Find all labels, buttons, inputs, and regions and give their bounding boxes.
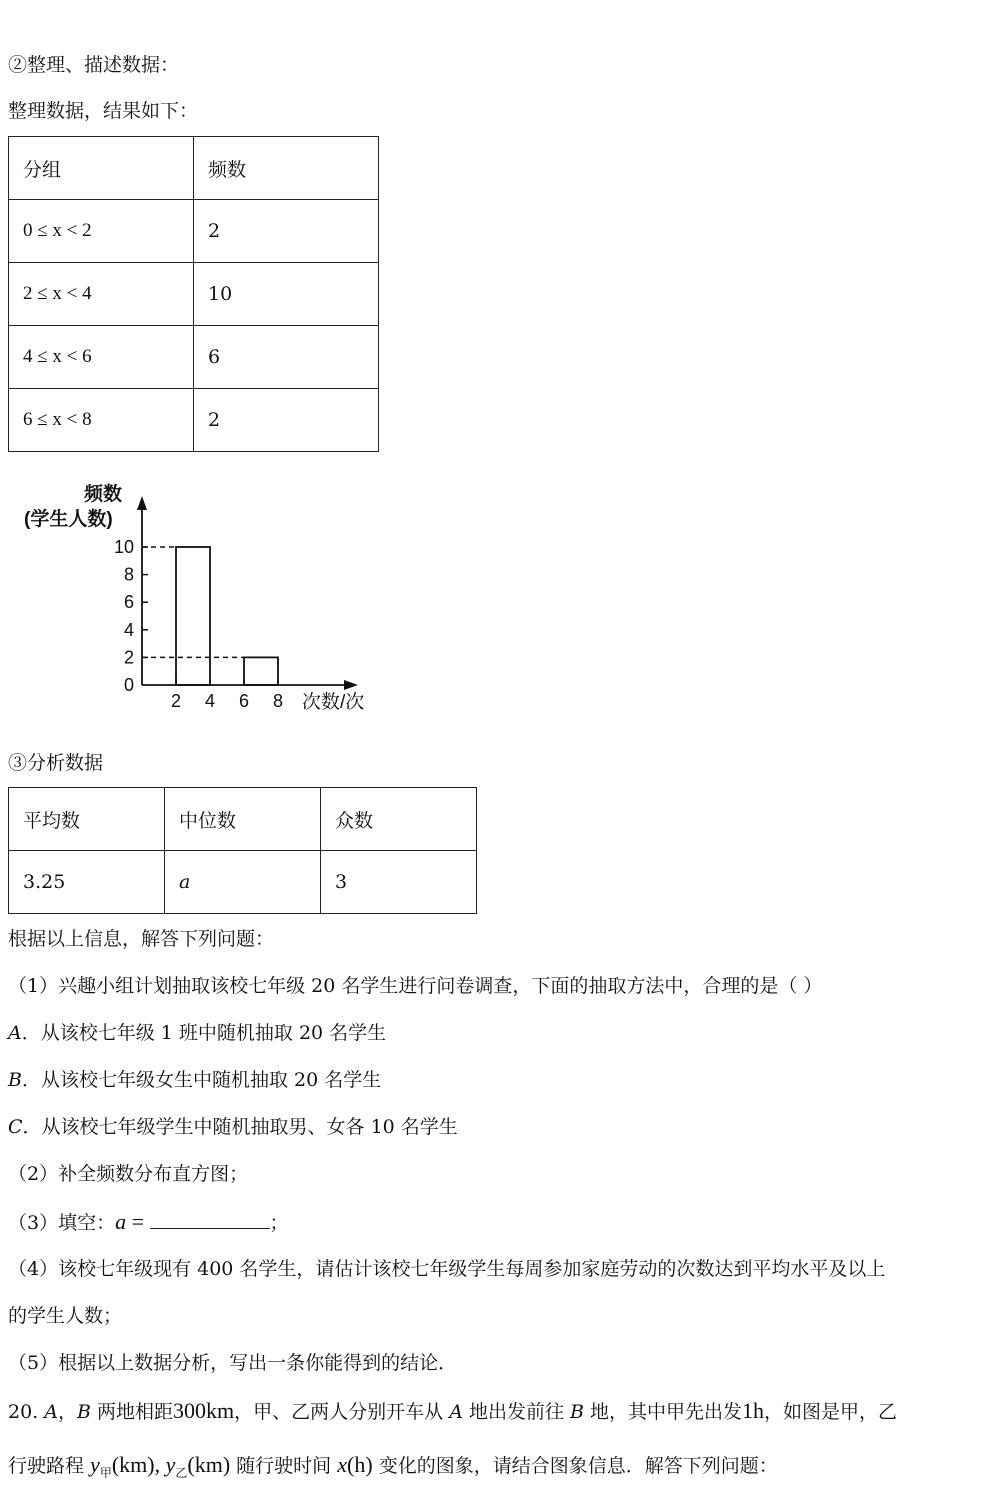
table-row [9, 326, 379, 389]
group-cell: 0 ≤ x < 2 [9, 200, 194, 263]
group-cell: 4 ≤ x < 6 [9, 326, 194, 389]
y-axis-label-line1: 频数 [84, 484, 123, 505]
question-1: （1）兴趣小组计划抽取该校七年级 20 名学生进行问卷调查，下面的抽取方法中，合理的是（ ） [8, 975, 823, 997]
unit-km: (km) [187, 1452, 231, 1477]
point-b: B [77, 1401, 91, 1423]
section2-intro: 整理数据，结果如下： [8, 100, 199, 122]
text-segment: 地，其中甲先出发 [584, 1401, 743, 1423]
subscript-yi: 乙 [175, 1465, 188, 1480]
answer-blank[interactable] [150, 1208, 270, 1229]
freq-cell: 6 [194, 326, 379, 389]
question-3 [8, 1208, 289, 1236]
separator: ， [58, 1401, 78, 1423]
table-row [9, 263, 379, 326]
time-value: 1h [742, 1398, 765, 1423]
problem-number: 20. [8, 1401, 45, 1423]
header-median: 中位数 [165, 788, 321, 851]
distance-value: 300km [173, 1398, 235, 1423]
y-tick-label: 0 [123, 675, 134, 695]
problem-20-line1 [8, 1398, 897, 1425]
table-row [9, 389, 379, 452]
histogram-bar [244, 657, 278, 685]
variable-x: x [337, 1452, 347, 1477]
group-cell: 6 ≤ x < 8 [9, 389, 194, 452]
text-segment: 随行驶时间 [230, 1455, 338, 1477]
question-3-eq: = [126, 1209, 150, 1234]
option-a-letter: A [8, 1022, 22, 1044]
freq-cell: 2 [194, 389, 379, 452]
question-4-line1: （4）该校七年级现有 400 名学生，请估计该校七年级学生每周参加家庭劳动的次数达到平均水平及以上 [8, 1258, 886, 1280]
text-segment: ，如图是甲，乙 [764, 1401, 898, 1423]
unit-km: (km), [111, 1452, 166, 1477]
mean-value: 3.25 [9, 851, 165, 914]
y-tick-label: 2 [123, 647, 134, 668]
question-2: （2）补全频数分布直方图； [8, 1163, 249, 1185]
option-b [8, 1067, 381, 1093]
mode-value: 3 [321, 851, 477, 914]
question-4-line2: 的学生人数； [8, 1305, 123, 1327]
histogram-guides [142, 547, 244, 657]
x-tick-label: 6 [238, 691, 250, 711]
header-group: 分组 [9, 137, 194, 200]
freq-cell: 2 [194, 200, 379, 263]
option-c-text: ．从该校七年级学生中随机抽取男、女各 10 名学生 [22, 1116, 458, 1138]
frequency-table [8, 136, 379, 452]
question-5: （5）根据以上数据分析，写出一条你能得到的结论． [8, 1352, 458, 1374]
point-b: B [570, 1401, 584, 1423]
y-tick-label: 8 [123, 564, 134, 585]
x-axis-arrow [344, 680, 358, 690]
section3-heading: ③分析数据 [8, 752, 104, 774]
option-b-text: ．从该校七年级女生中随机抽取 20 名学生 [21, 1069, 382, 1091]
option-c [8, 1114, 458, 1140]
question-3-var: a [115, 1209, 127, 1234]
text-segment: ，甲、乙两人分别开车从 [234, 1401, 450, 1423]
point-a: A [44, 1401, 58, 1423]
y-tick-label: 10 [113, 537, 134, 557]
header-mean: 平均数 [9, 788, 165, 851]
x-tick-label: 4 [204, 691, 216, 711]
table-row [9, 200, 379, 263]
option-a-text: ．从该校七年级 1 班中随机抽取 20 名学生 [21, 1022, 387, 1044]
option-c-letter: C [8, 1116, 23, 1138]
x-axis-label: 次数/次 [302, 692, 365, 713]
histogram-bars [176, 547, 278, 685]
text-segment: 行驶路程 [8, 1455, 91, 1477]
statistics-table [8, 787, 477, 914]
header-frequency: 频数 [194, 137, 379, 200]
text-segment: 地出发前往 [462, 1401, 571, 1423]
group-cell: 2 ≤ x < 4 [9, 263, 194, 326]
freq-cell: 10 [194, 263, 379, 326]
y-tick-label: 4 [123, 619, 134, 640]
questions-intro: 根据以上信息，解答下列问题： [8, 928, 275, 950]
histogram-axes [137, 496, 358, 690]
table-header-row [9, 137, 379, 200]
section2-heading: ②整理、描述数据： [8, 54, 180, 76]
median-value: a [165, 851, 321, 914]
table-row [9, 851, 477, 914]
question-3-prefix: （3）填空： [8, 1212, 116, 1234]
option-a [8, 1020, 386, 1046]
frequency-histogram [20, 478, 380, 718]
histogram-bar [176, 547, 210, 685]
variable-y: y [165, 1452, 176, 1477]
x-tick-label: 2 [170, 691, 182, 711]
variable-y: y [90, 1452, 100, 1477]
table-header-row [9, 788, 477, 851]
y-axis-label-line2: (学生人数) [24, 509, 113, 530]
subscript-jia: 甲 [99, 1465, 112, 1480]
unit-h: (h) [347, 1452, 373, 1477]
point-a: A [449, 1401, 463, 1423]
problem-20-line2 [8, 1452, 778, 1486]
y-tick-label: 6 [123, 592, 134, 613]
y-axis-arrow [137, 496, 147, 510]
option-b-letter: B [8, 1069, 22, 1091]
question-3-suffix: ； [269, 1212, 289, 1234]
header-mode: 众数 [321, 788, 477, 851]
text-segment: 两地相距 [90, 1401, 174, 1423]
x-tick-label: 8 [272, 691, 284, 711]
text-segment: 变化的图象，请结合图象信息．解答下列问题： [372, 1455, 778, 1477]
